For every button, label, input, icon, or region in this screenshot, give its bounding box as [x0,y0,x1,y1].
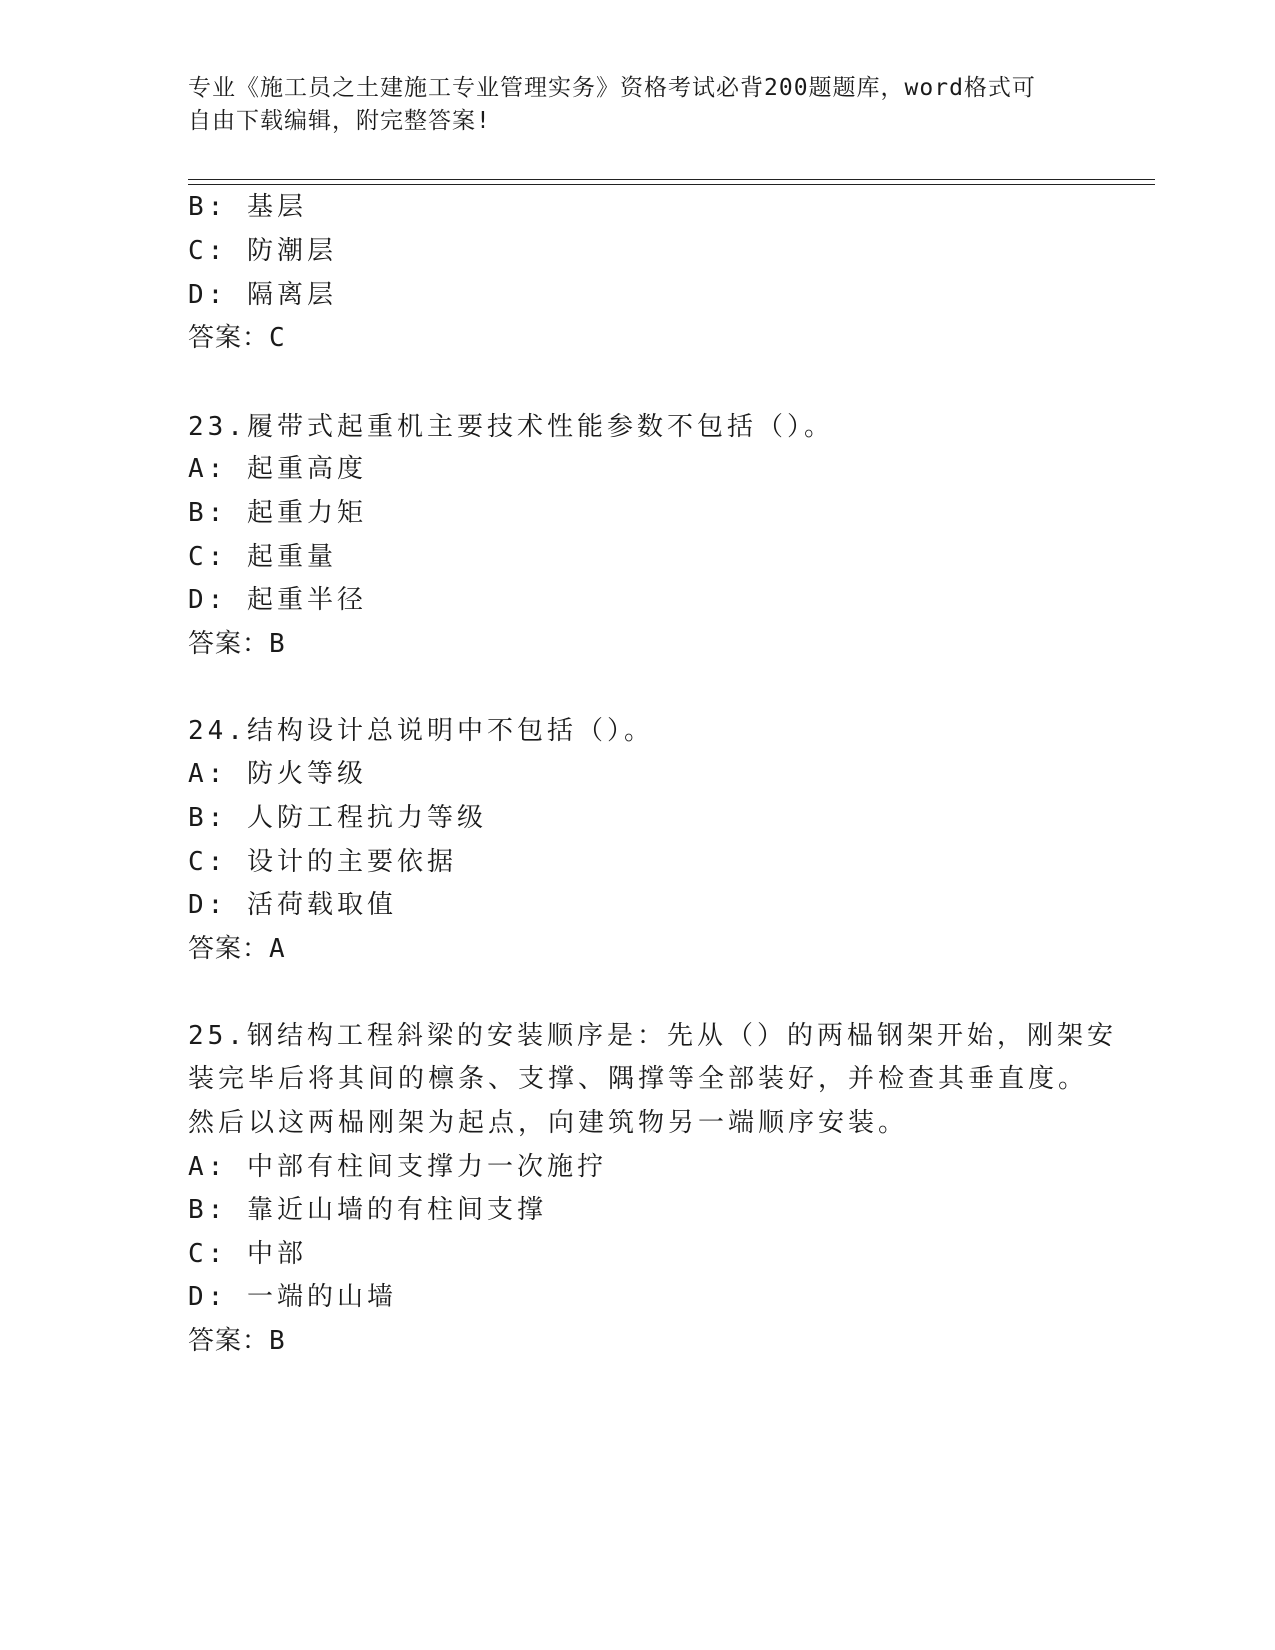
q25-question-line-1: 25.钢结构工程斜梁的安装顺序是：先从（）的两榀钢架开始，刚架安 [188,1021,1117,1051]
q24-option-c: C: 设计的主要依据 [188,847,457,877]
header-divider-bottom [188,184,1155,185]
q24-option-b: B: 人防工程抗力等级 [188,803,487,833]
q22-option-c: C: 防潮层 [188,236,337,266]
header-line-2: 自由下载编辑，附完整答案! [188,108,491,134]
q23-question: 23.履带式起重机主要技术性能参数不包括（）。 [188,412,834,442]
q24-option-a: A: 防火等级 [188,759,367,789]
q23-option-a: A: 起重高度 [188,454,367,484]
q24-answer: 答案：A [188,934,286,964]
q25-question-line-3: 然后以这两榀刚架为起点，向建筑物另一端顺序安装。 [188,1108,909,1138]
q24-option-d: D: 活荷载取值 [188,890,397,920]
q22-answer: 答案：C [188,323,286,353]
header-divider-top [188,179,1155,180]
q23-option-c: C: 起重量 [188,542,337,572]
q23-option-b: B: 起重力矩 [188,498,367,528]
q25-option-b: B: 靠近山墙的有柱间支撑 [188,1195,547,1225]
document-header [188,72,1068,138]
q23-answer: 答案：B [188,629,286,659]
q24-question: 24.结构设计总说明中不包括（）。 [188,716,654,746]
q25-option-a: A: 中部有柱间支撑力一次施拧 [188,1152,607,1182]
q25-option-c: C: 中部 [188,1239,307,1269]
q25-question-line-2: 装完毕后将其间的檩条、支撑、隅撑等全部装好，并检查其垂直度。 [188,1064,1089,1094]
q22-option-d: D: 隔离层 [188,280,337,310]
q25-option-d: D: 一端的山墙 [188,1282,397,1312]
q22-option-b: B: 基层 [188,192,307,222]
header-line-1: 专业《施工员之土建施工专业管理实务》资格考试必背200题题库，word格式可 [188,75,1036,101]
q23-option-d: D: 起重半径 [188,585,367,615]
q25-answer: 答案：B [188,1326,286,1356]
